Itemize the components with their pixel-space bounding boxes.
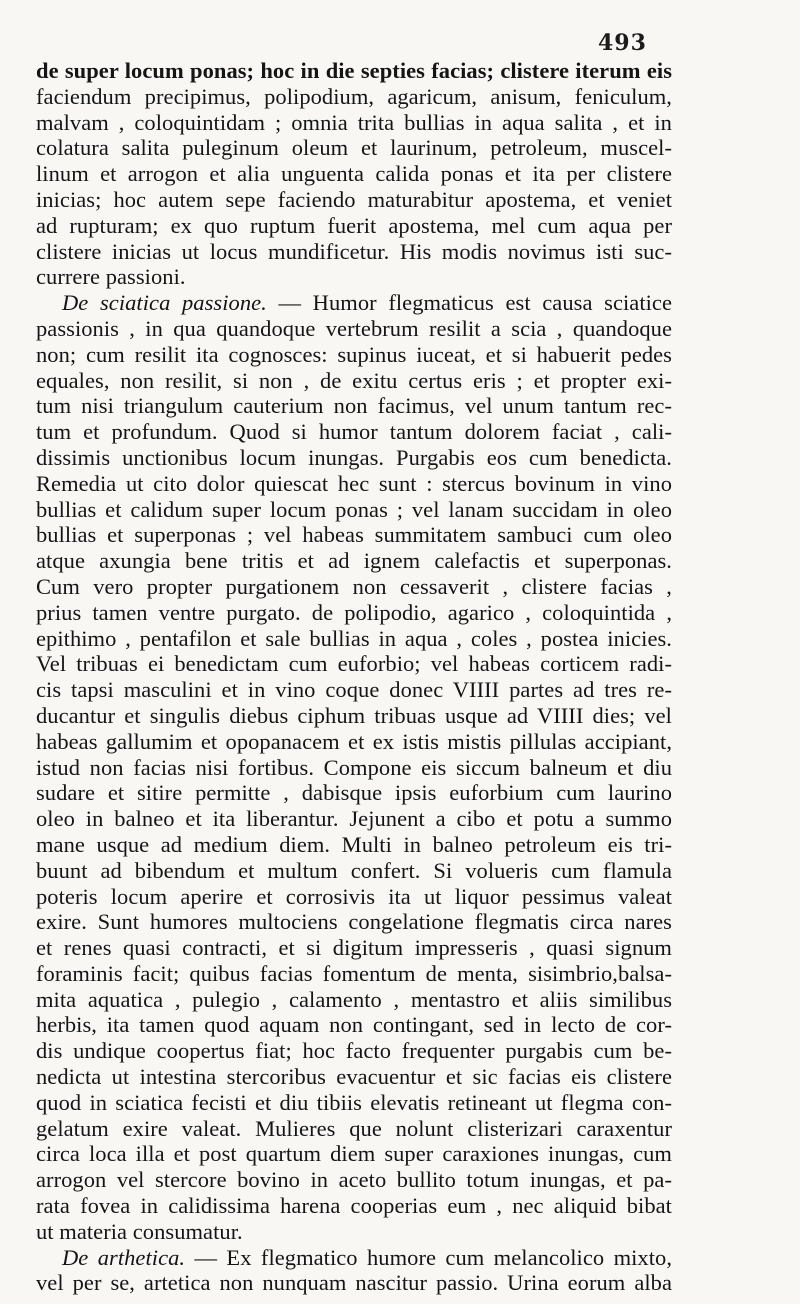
text-line: [36, 780, 672, 806]
line-text: de super locum ponas; hoc in die septies facias; clistere iterum eis: [36, 58, 672, 83]
text-line: [36, 58, 672, 84]
text-line: [36, 935, 672, 961]
line-text: et renes quasi contracti, et si digitum impresseris , quasi signum: [36, 935, 672, 961]
line-text: inicias; hoc autem sepe faciendo maturabitur apostema, et veniet: [36, 186, 672, 212]
body-text: [36, 58, 672, 1296]
line-text: clistere inicias ut locus mundificetur. His modis novimus isti suc-: [36, 238, 672, 264]
line-text: tum nisi triangulum cauterium non facimus, vel unum tantum rec-: [36, 393, 672, 419]
line-text: Cum vero propter purgationem non cessaverit , clistere facias ,: [36, 573, 672, 599]
line-text: oleo in balneo et ita liberantur. Jejunent a cibo et potu a summo: [36, 806, 672, 832]
text-line: [36, 961, 672, 987]
text-line: [36, 110, 672, 136]
line-text: colatura salita puleginum oleum et laurinum, petroleum, muscel-: [36, 135, 672, 161]
line-text: quod in sciatica fecisti et diu tibiis elevatis retineant ut flegma con-: [36, 1089, 672, 1115]
text-line: [36, 651, 672, 677]
text-line: [36, 1219, 672, 1245]
text-line: [36, 755, 672, 781]
text-line: [36, 832, 672, 858]
line-text: currere passioni.: [36, 264, 186, 290]
line-text: passionis , in qua quandoque vertebrum resilit a scia , quandoque: [36, 315, 672, 341]
text-line: [36, 522, 672, 548]
text-line: [36, 548, 672, 574]
line-text: ducantur et singulis diebus ciphum tribuas usque ad VIIII dies; vel: [36, 702, 672, 728]
line-text: — Humor flegmaticus est causa sciatice: [266, 290, 672, 316]
line-text: ad rupturam; ex quo ruptum fuerit apostema, mel cum aqua per: [36, 212, 672, 238]
text-line: [36, 574, 672, 600]
line-text: faciendum precipimus, polipodium, agaricum, anisum, feniculum,: [36, 83, 672, 109]
text-line: [36, 884, 672, 910]
line-text: prius tamen ventre purgato. de polipodio, agarico , coloquintida ,: [36, 599, 672, 625]
text-line: [36, 161, 672, 187]
text-line: [36, 729, 672, 755]
text-line: [36, 316, 672, 342]
section-heading-line: [36, 1245, 672, 1271]
line-text: epithimo , pentafilon et sale bullias in aqua , coles , postea inicies.: [36, 625, 672, 651]
line-text: nedicta ut intestina stercoribus evacuentur et sic facias eis clistere: [36, 1064, 672, 1090]
text-line: [36, 368, 672, 394]
text-line: [36, 135, 672, 161]
line-text: mita aquatica , pulegio , calamento , mentastro et aliis similibus: [36, 986, 672, 1012]
line-text: foraminis facit; quibus facias fomentum de menta, sisimbrio,balsa-: [36, 960, 672, 986]
section-heading-line: [36, 290, 672, 316]
text-line: [36, 1167, 672, 1193]
line-text: poteris locum aperire et corrosivis ita ut liquor pessimus valeat: [36, 883, 672, 909]
text-line: [36, 1090, 672, 1116]
line-text: bullias et calidum super locum ponas ; vel lanam succidam in oleo: [36, 496, 672, 522]
line-text: ut materia consumatur.: [36, 1218, 243, 1244]
text-line: [36, 1012, 672, 1038]
text-line: [36, 187, 672, 213]
line-text: buunt ad bibendum et multum confert. Si volueris cum flamula: [36, 857, 672, 883]
line-text: bullias et superponas ; vel habeas summitatem sambuci cum oleo: [36, 522, 672, 548]
line-text: dis undique coopertus fiat; hoc facto frequenter purgabis cum be-: [36, 1038, 672, 1064]
text-line: [36, 600, 672, 626]
line-text: istud non facias nisi fortibus. Compone eis siccum balneum et diu: [36, 754, 672, 780]
text-line: [36, 858, 672, 884]
text-line: [36, 987, 672, 1013]
line-text: arrogon vel stercore bovino in aceto bullito totum inungas, et pa-: [36, 1167, 672, 1193]
line-text: atque axungia bene tritis et ad ignem calefactis et superponas.: [36, 548, 672, 574]
line-text: dissimis unctionibus locum inungas. Purgabis eos cum benedicta.: [36, 444, 672, 470]
line-text: — Ex flegmatico humore cum melancolico mixto,: [185, 1244, 672, 1270]
text-line: [36, 806, 672, 832]
line-text: circa loca illa et post quartum diem super caraxiones inungas, cum: [36, 1141, 672, 1167]
line-text: linum et arrogon et alia unguenta calida ponas et ita per clistere: [36, 161, 672, 187]
text-line: [36, 677, 672, 703]
line-text: exire. Sunt humores multociens congelatione flegmatis circa nares: [36, 909, 672, 935]
text-line: [36, 909, 672, 935]
line-text: gelatum exire valeat. Mulieres que nolunt clisterizari caraxentur: [36, 1115, 672, 1141]
line-text: Remedia ut cito dolor quiescat hec sunt : stercus bovinum in vino: [36, 470, 672, 496]
text-line: [36, 1064, 672, 1090]
section-heading: De arthetica.: [62, 1244, 186, 1270]
text-line: [36, 471, 672, 497]
text-line: [36, 497, 672, 523]
line-text: equales, non resilit, si non , de exitu certus eris ; et propter exi-: [36, 367, 672, 393]
text-line: [36, 264, 672, 290]
line-text: herbis, ita tamen quod aquam non contingant, sed in lecto de cor-: [36, 1012, 672, 1038]
text-line: [36, 393, 672, 419]
text-line: [36, 419, 672, 445]
page-number: 493: [598, 30, 647, 56]
line-text: tum et profundum. Quod si humor tantum dolorem faciat , cali-: [36, 419, 672, 445]
section-heading: De sciatica passione.: [62, 290, 267, 316]
text-line: [36, 213, 672, 239]
line-text: Vel tribuas ei benedictam cum euforbio; vel habeas corticem radi-: [36, 651, 672, 677]
line-text: sudare et sitire permitte , dabisque ipsis euforbium cum laurino: [36, 780, 672, 806]
line-text: vel per se, artetica non nunquam nascitur passio. Urina eorum alba: [36, 1270, 672, 1296]
text-line: [36, 84, 672, 110]
text-line: [36, 342, 672, 368]
text-line: [36, 1193, 672, 1219]
line-text: cis tapsi masculini et in vino coque donec VIIII partes ad tres re-: [36, 677, 672, 703]
text-line: [36, 626, 672, 652]
text-line: [36, 1270, 672, 1296]
line-text: habeas gallumim et opopanacem et ex istis mistis pillulas accipiant,: [36, 728, 672, 754]
text-line: [36, 1038, 672, 1064]
text-line: [36, 1116, 672, 1142]
text-line: [36, 239, 672, 265]
line-text: malvam , coloquintidam ; omnia trita bullias in aqua salita , et in: [36, 109, 672, 135]
text-line: [36, 1141, 672, 1167]
line-text: rata fovea in calidissima harena cooperias eum , nec aliquid bibat: [36, 1193, 672, 1219]
line-text: mane usque ad medium diem. Multi in balneo petroleum eis tri-: [36, 831, 672, 857]
text-line: [36, 445, 672, 471]
line-text: non; cum resilit ita cognosces: supinus iuceat, et si habuerit pedes: [36, 341, 672, 367]
text-line: [36, 703, 672, 729]
